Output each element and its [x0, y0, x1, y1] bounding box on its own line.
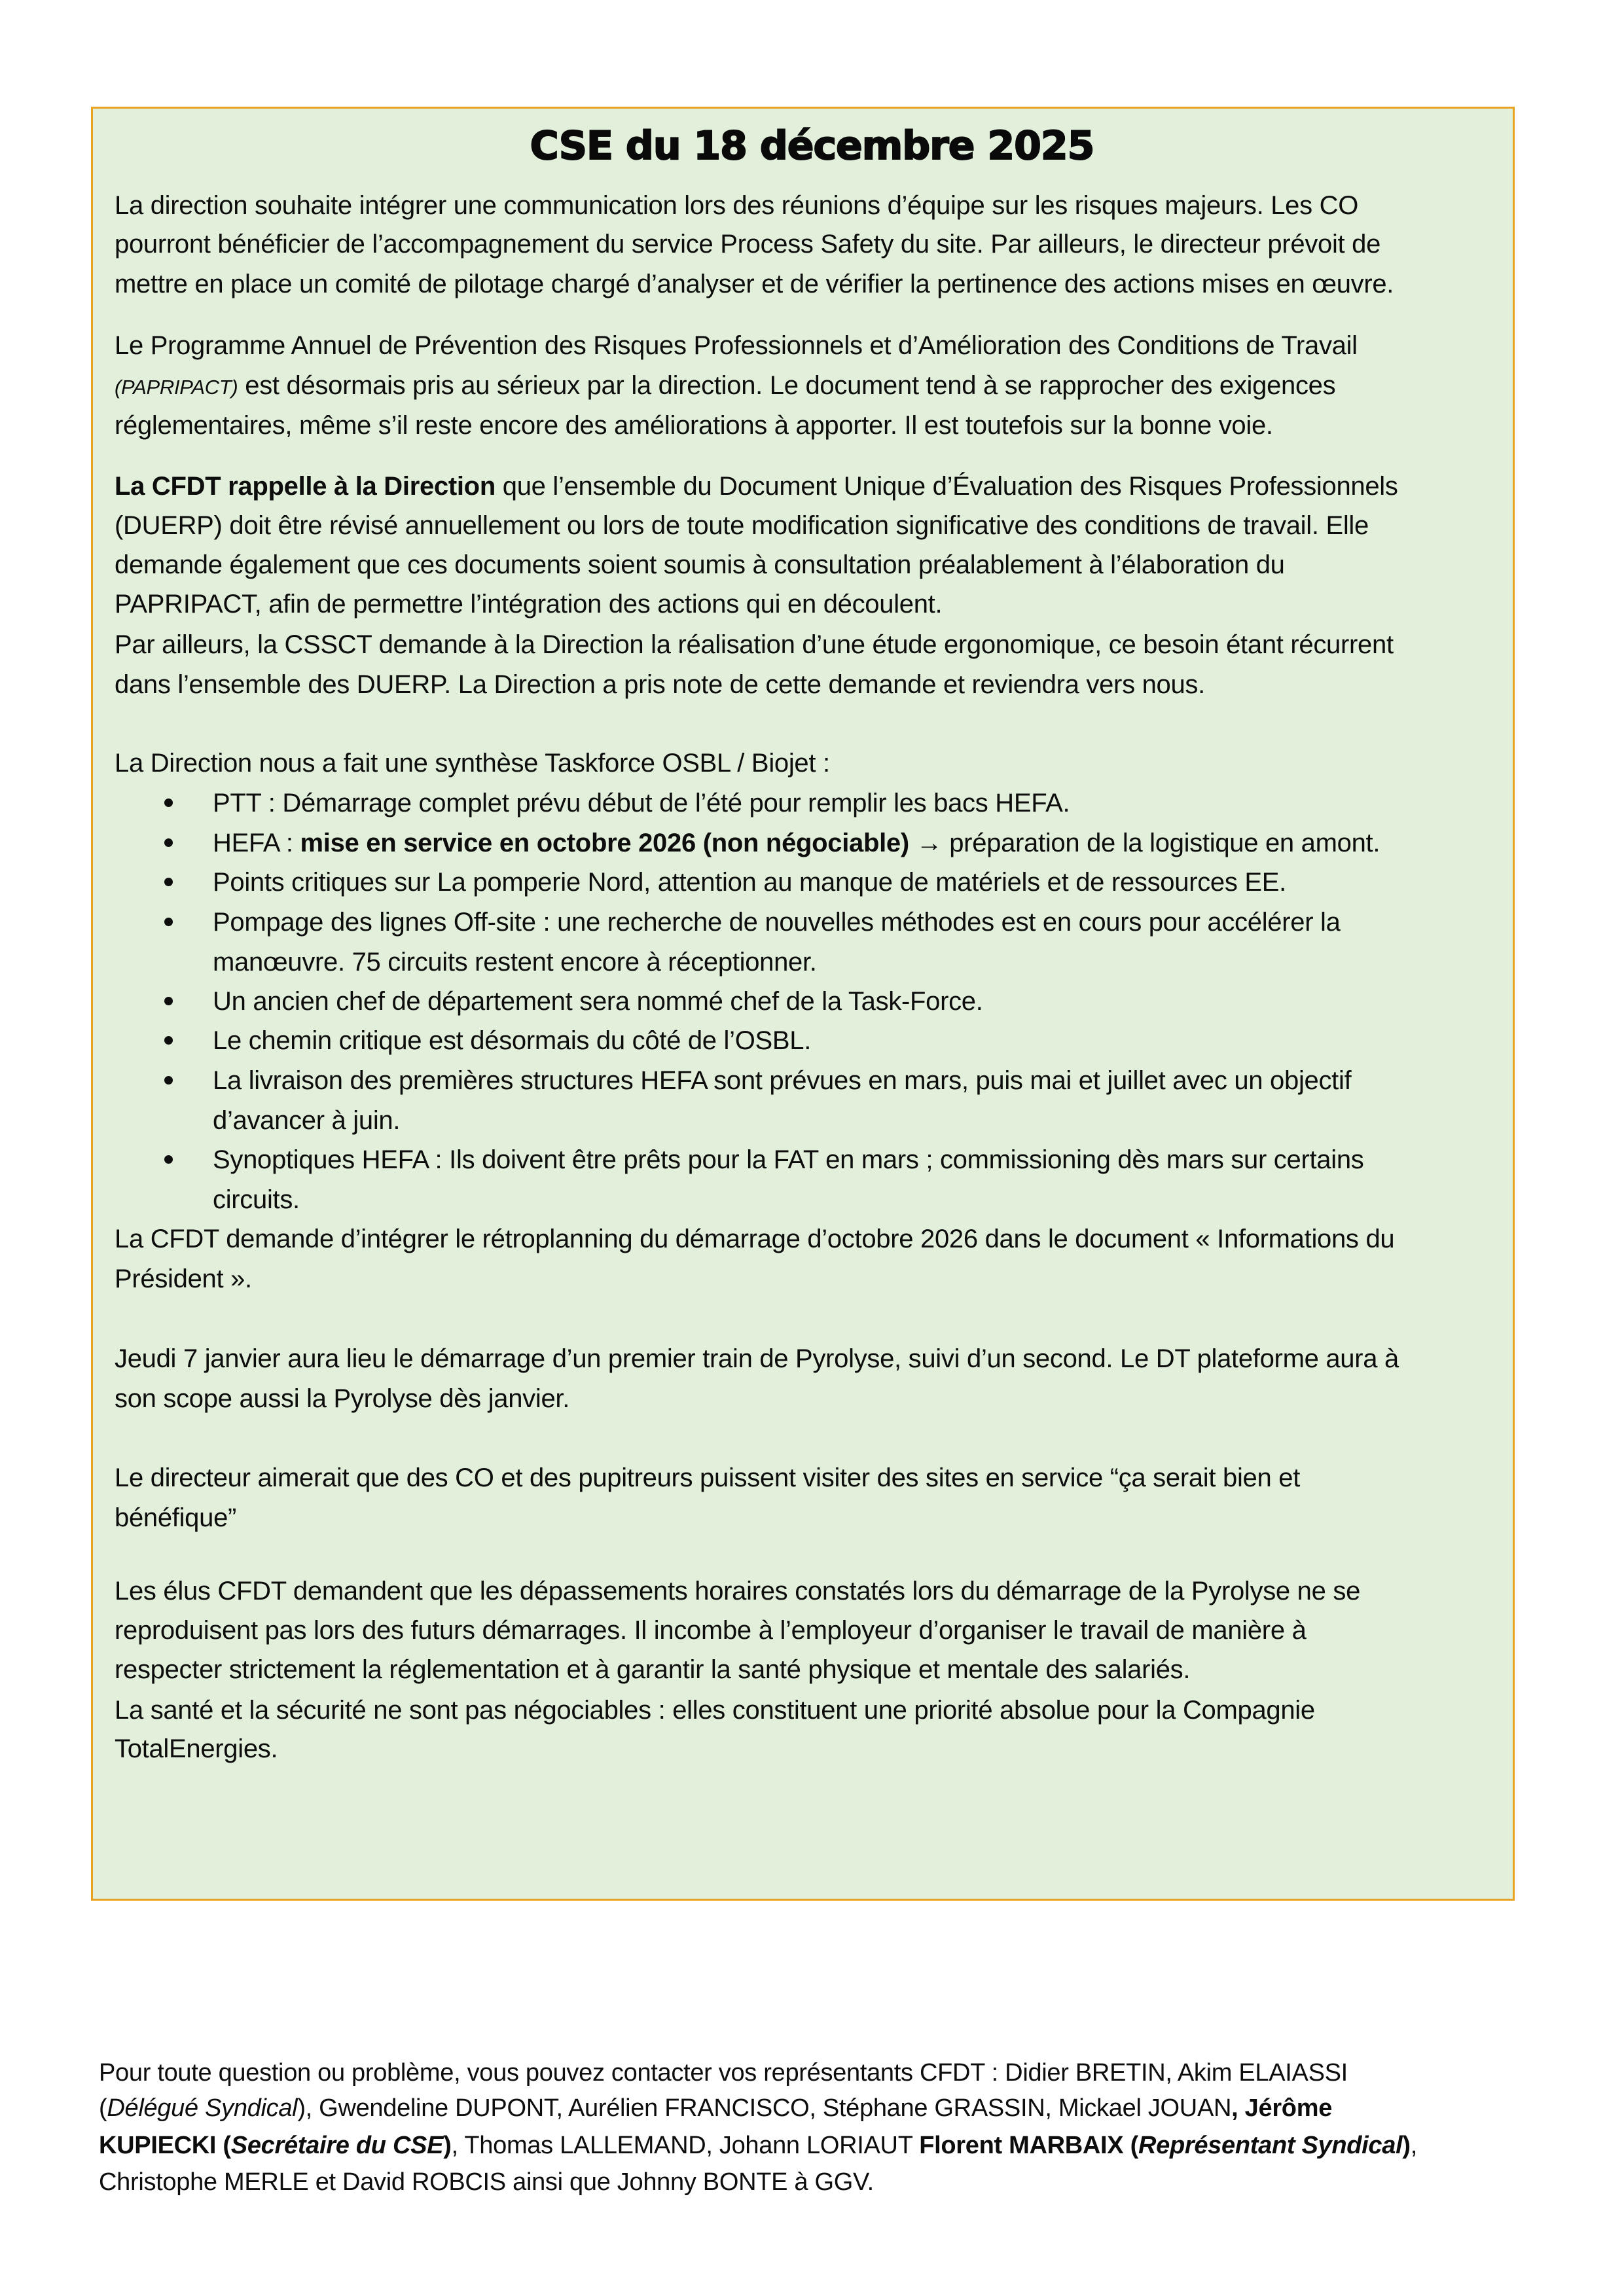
paragraph-line: La CFDT rappelle à la Direction que l’ensemble du Document Unique d’Évaluation des Risques Professionnels	[115, 472, 1398, 501]
bullet-icon	[164, 997, 173, 1005]
list-item: Pompage des lignes Off-site : une recherche de nouvelles méthodes est en cours pour accélérer la	[213, 908, 1341, 937]
paragraph-line: pourront bénéficier de l’accompagnement du service Process Safety du site. Par ailleurs, le directeur prévoit de	[115, 230, 1381, 259]
list-item: Le chemin critique est désormais du côté de l’OSBL.	[213, 1026, 812, 1055]
paragraph-line: Par ailleurs, la CSSCT demande à la Direction la réalisation d’une étude ergonomique, ce besoin étant récurrent	[115, 630, 1394, 659]
list-item: HEFA : mise en service en octobre 2026 (non négociable) → préparation de la logistique en amont.	[213, 829, 1380, 857]
paragraph-line: (DUERP) doit être révisé annuellement ou lors de toute modification significative des conditions de travail. Elle	[115, 511, 1369, 540]
paragraph-line: reproduisent pas lors des futurs démarrages. Il incombe à l’employeur d’organiser le travail de manière à	[115, 1616, 1307, 1645]
list-item: Un ancien chef de département sera nommé chef de la Task-Force.	[213, 987, 983, 1016]
paragraph-line: PAPRIPACT, afin de permettre l’intégration des actions qui en découlent.	[115, 590, 943, 619]
paragraph-line: Jeudi 7 janvier aura lieu le démarrage d’un premier train de Pyrolyse, suivi d’un second. Le DT plateforme aura à	[115, 1344, 1399, 1373]
bullet-icon	[164, 838, 173, 847]
bullet-icon	[164, 1155, 173, 1164]
hefa-deadline: mise en service en octobre 2026 (non négociable)	[300, 829, 909, 857]
paragraph-line: Les élus CFDT demandent que les dépassements horaires constatés lors du démarrage de la Pyrolyse ne se	[115, 1577, 1361, 1605]
paragraph-line: (PAPRIPACT) est désormais pris au sérieux par la direction. Le document tend à se rapprocher des exigences	[115, 371, 1336, 400]
paragraph-line: dans l’ensemble des DUERP. La Direction a pris note de cette demande et reviendra vers nous.	[115, 670, 1205, 699]
bullet-icon	[164, 1036, 173, 1045]
papripact-acronym: (PAPRIPACT)	[115, 376, 238, 399]
list-item-continuation: d’avancer à juin.	[213, 1106, 401, 1135]
list-item-continuation: manœuvre. 75 circuits restent encore à réceptionner.	[213, 948, 817, 977]
cfdt-emphasis: La CFDT rappelle à la Direction	[115, 472, 496, 501]
taskforce-intro: La Direction nous a fait une synthèse Taskforce OSBL / Biojet :	[115, 749, 830, 778]
paragraph-line: bénéfique”	[115, 1503, 237, 1532]
role-label: Délégué Syndical	[107, 2094, 298, 2122]
list-item: Synoptiques HEFA : Ils doivent être prêts pour la FAT en mars ; commissioning dès mars sur certains	[213, 1145, 1364, 1174]
paragraph-line: réglementaires, même s’il reste encore des améliorations à apporter. Il est toutefois sur la bonne voie.	[115, 411, 1273, 440]
paragraph-line: respecter strictement la réglementation et à garantir la santé physique et mentale des salariés.	[115, 1655, 1191, 1684]
paragraph-line: demande également que ces documents soient soumis à consultation préalablement à l’élaboration du	[115, 550, 1285, 579]
list-item: Points critiques sur La pomperie Nord, attention au manque de matériels et de ressources EE.	[213, 868, 1286, 897]
bullet-icon	[164, 918, 173, 926]
page-title: CSE du 18 décembre 2025	[530, 123, 1094, 169]
list-item: PTT : Démarrage complet prévu début de l’été pour remplir les bacs HEFA.	[213, 789, 1070, 817]
paragraph-line: La CFDT demande d’intégrer le rétroplanning du démarrage d’octobre 2026 dans le document « Informations du	[115, 1225, 1395, 1253]
paragraph-line: La santé et la sécurité ne sont pas négociables : elles constituent une priorité absolue pour la Compagnie	[115, 1696, 1315, 1725]
bullet-icon	[164, 1076, 173, 1085]
role-label: Représentant Syndical	[1138, 2132, 1403, 2159]
list-item-continuation: circuits.	[213, 1185, 300, 1214]
paragraph-line: Le Programme Annuel de Prévention des Risques Professionnels et d’Amélioration des Conditions de Travail	[115, 331, 1358, 360]
footer-line: (Délégué Syndical), Gwendeline DUPONT, Aurélien FRANCISCO, Stéphane GRASSIN, Mickael JOUAN, Jérôme	[99, 2094, 1333, 2122]
paragraph-line: TotalEnergies.	[115, 1734, 278, 1763]
paragraph-line: son scope aussi la Pyrolyse dès janvier.	[115, 1384, 570, 1413]
paragraph-line: Président ».	[115, 1265, 252, 1293]
bullet-icon	[164, 798, 173, 807]
footer-line: Pour toute question ou problème, vous pouvez contacter vos représentants CFDT : Didier BRETIN, Akim ELAIASSI	[99, 2059, 1348, 2087]
paragraph-line: La direction souhaite intégrer une communication lors des réunions d’équipe sur les risques majeurs. Les CO	[115, 191, 1359, 220]
role-label: Secrétaire du CSE	[230, 2132, 444, 2159]
list-item: La livraison des premières structures HEFA sont prévues en mars, puis mai et juillet avec un objectif	[213, 1066, 1352, 1095]
paragraph-line: mettre en place un comité de pilotage chargé d’analyser et de vérifier la pertinence des actions mises en œuvre.	[115, 270, 1394, 298]
paragraph-line: Le directeur aimerait que des CO et des pupitreurs puissent visiter des sites en service “ça serait bien et	[115, 1463, 1301, 1492]
footer-line: Christophe MERLE et David ROBCIS ainsi que Johnny BONTE à GGV.	[99, 2168, 874, 2196]
footer-line: KUPIECKI (Secrétaire du CSE), Thomas LALLEMAND, Johann LORIAUT Florent MARBAIX (Représentant Syndical),	[99, 2132, 1417, 2159]
bullet-icon	[164, 878, 173, 886]
